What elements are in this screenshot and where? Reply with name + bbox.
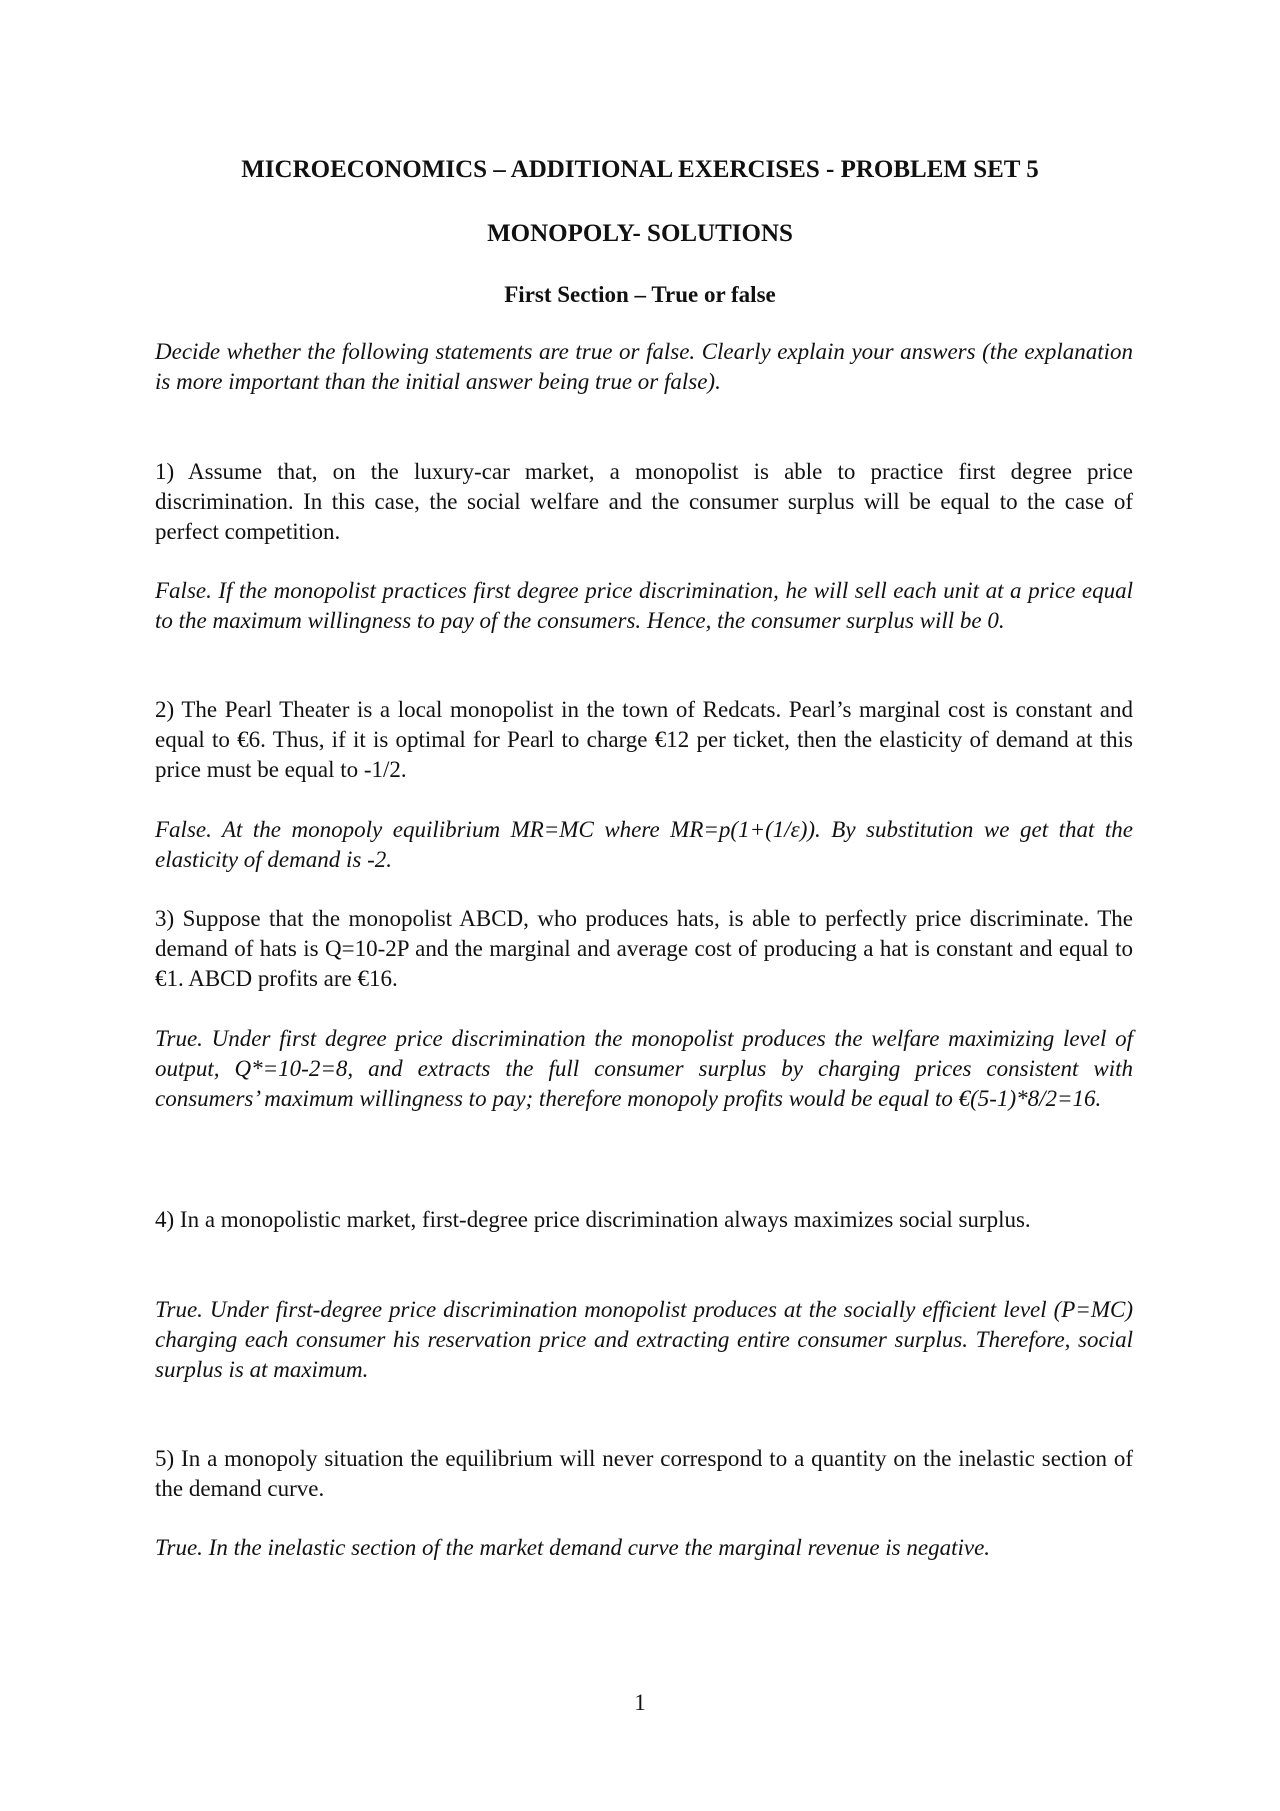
question-2: 2) The Pearl Theater is a local monopolist in the town of Redcats. Pearl’s marginal cost is constant and equal to €6. Thus, if it is optimal for Pearl to charge €12 per ticket, then the elasticity of demand at this price must be equal to -1/2.	[155, 697, 1133, 782]
answer-4: True. Under first-degree price discrimination monopolist produces at the socially efficient level (P=MC) charging each consumer his reservation price and extracting entire consumer surplus. Therefore, social surplus is at maximum.	[155, 1297, 1133, 1382]
question-3: 3) Suppose that the monopolist ABCD, who produces hats, is able to perfectly price discriminate. The demand of hats is Q=10-2P and the marginal and average cost of producing a hat is constant and equal to €1. ABCD profits are €16.	[155, 906, 1133, 991]
section-heading: First Section – True or false	[504, 282, 776, 307]
page-number: 1	[634, 1690, 646, 1715]
document-subtitle: MONOPOLY- SOLUTIONS	[487, 220, 793, 247]
answer-1: False. If the monopolist practices first degree price discrimination, he will sell each unit at a price equal to the maximum willingness to pay of the consumers. Hence, the consumer surplus will be 0.	[155, 578, 1133, 633]
answer-3: True. Under first degree price discrimination the monopolist produces the welfare maximizing level of output, Q*=10-2=8, and extracts the full consumer surplus by charging prices consistent with consumers’ maximum willingness to pay; therefore monopoly profits would be equal to €(5-1)*8/2=16.	[155, 1026, 1133, 1111]
question-5: 5) In a monopoly situation the equilibrium will never correspond to a quantity on the inelastic section of the demand curve.	[155, 1446, 1133, 1501]
instructions-text: Decide whether the following statements are true or false. Clearly explain your answers (the explanation is more important than the initial answer being true or false).	[155, 339, 1133, 394]
question-4: 4) In a monopolistic market, first-degree price discrimination always maximizes social surplus.	[155, 1207, 1031, 1232]
question-1: 1) Assume that, on the luxury-car market, a monopolist is able to practice first degree price discrimination. In this case, the social welfare and the consumer surplus will be equal to the case of perfect competition.	[155, 459, 1133, 544]
document-title: MICROECONOMICS – ADDITIONAL EXERCISES - PROBLEM SET 5	[241, 156, 1039, 183]
answer-5: True. In the inelastic section of the market demand curve the marginal revenue is negative.	[155, 1535, 991, 1560]
answer-2: False. At the monopoly equilibrium MR=MC where MR=p(1+(1/ε)). By substitution we get that the elasticity of demand is -2.	[155, 817, 1133, 872]
